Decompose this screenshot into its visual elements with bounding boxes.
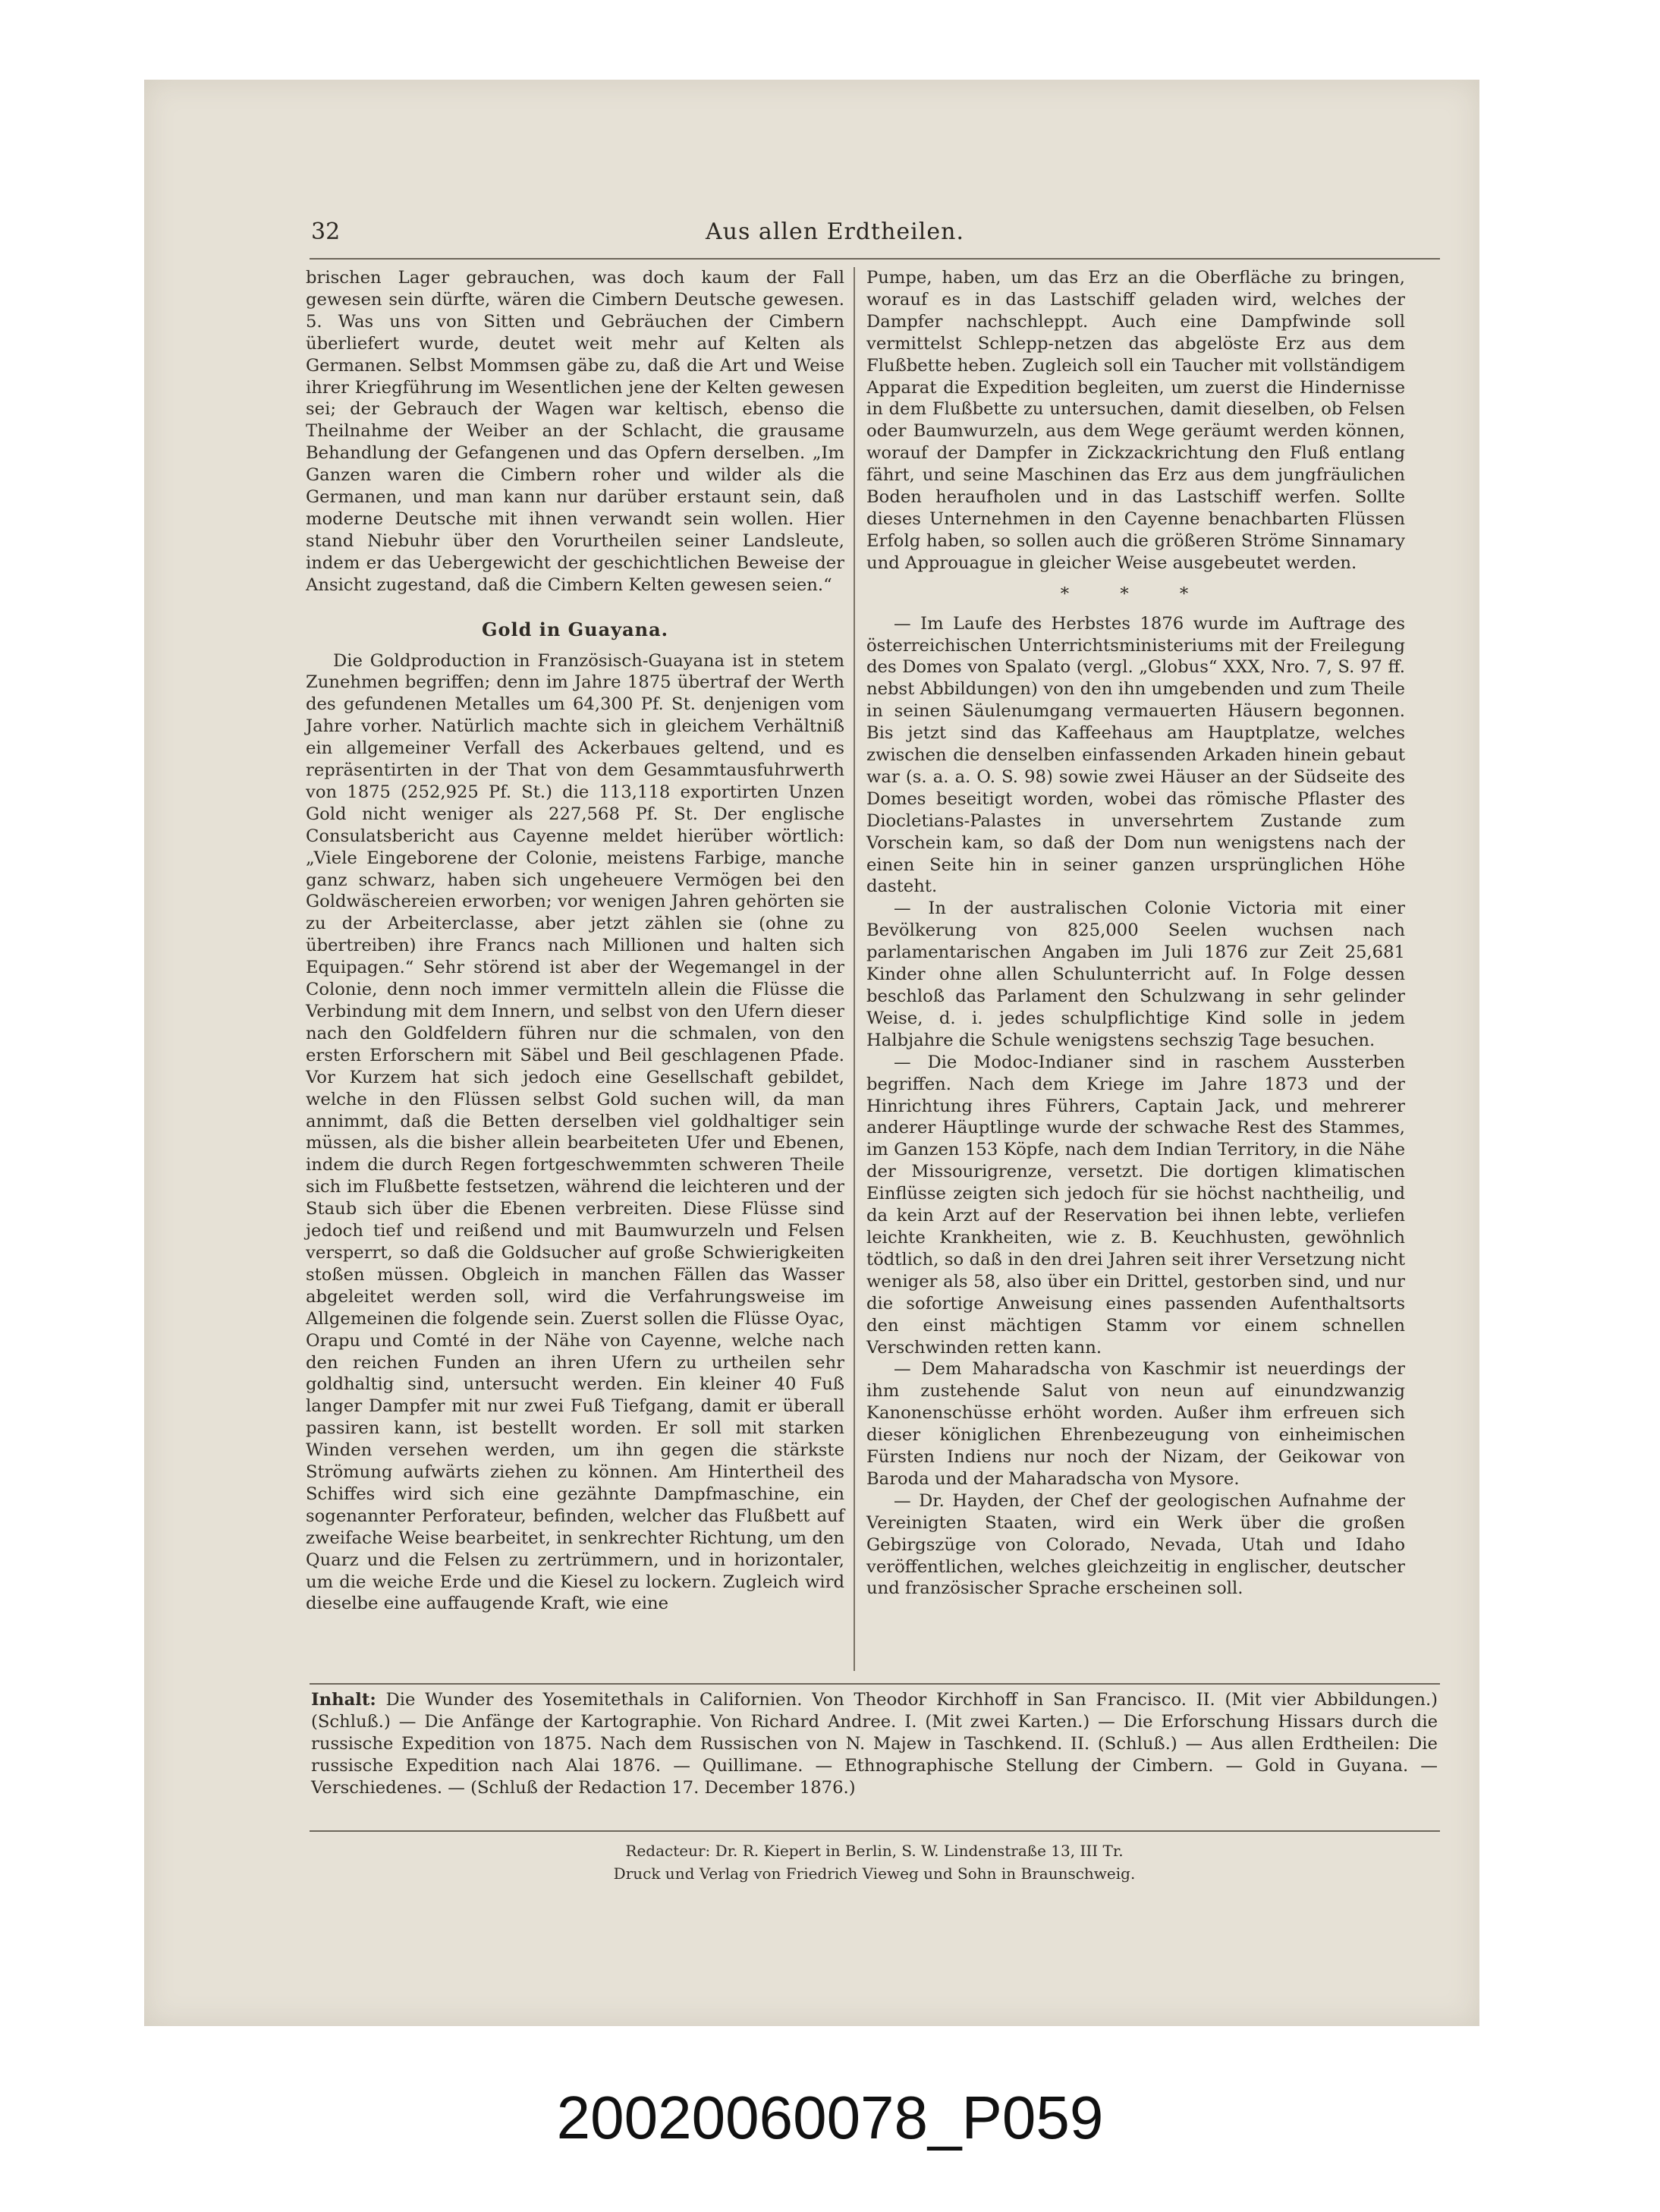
contents-text: Die Wunder des Yosemitethals in Californien. Von Theodor Kirchhoff in San Francisco. II. (Mit vier Abbildungen.) (Schluß.) — Die Anfänge der Kartographie. Von Richard Andree. I. (Mit zwei Karten.) — Die Erforschung Hissars durch die russische Expedition von 1875. Nach dem Russischen von N. Majew in Taschkend. II. (Schluß.) — Aus allen Erdtheilen: Die russische Expedition nach Alai 1876. — Quillimane. — Ethnographische Stellung der Cimbern. — Gold in Guyana. — Verschiedenes. — (Schluß der Redaction 17. December 1876.) xyxy=(311,1690,1438,1798)
news-item-hayden: — Dr. Hayden, der Chef der geologischen Aufnahme der Vereinigten Staaten, wird ein Werk über die großen Gebirgszüge von Colorado, Nevada, Utah und Idaho veröffentlichen, welches gleichzeitig in englischer, deutscher und französischer Sprache erscheinen soll. xyxy=(866,1490,1405,1599)
table-of-contents xyxy=(311,1689,1438,1799)
left-column xyxy=(306,267,844,1615)
gold-article-continuation: Pumpe, haben, um das Erz an die Oberfläche zu bringen, worauf es in das Lastschiff geladen wird, welches der Dampfer nachschleppt. Auch eine Dampfwinde soll vermittelst Schlepp-netzen das abgelöste Erz aus dem Flußbette heben. Zugleich soll ein Taucher mit vollständigem Apparat die Expedition begleiten, um zuerst die Hindernisse in dem Flußbette zu untersuchen, damit dieselben, ob Felsen oder Baumwurzeln, aus dem Wege geräumt werden können, worauf der Dampfer in Zickzackrichtung den Fluß entlang fährt, und seine Maschinen das Erz aus dem jungfräulichen Boden heraufholen und in das Lastschiff werfen. Sollte dieses Unternehmen in den Cayenne benachbarten Flüssen Erfolg haben, so sollen auch die größeren Ströme Sinnamary und Approuague in gleicher Weise ausgebeutet werden. xyxy=(866,268,1405,573)
imprint xyxy=(311,1839,1438,1885)
contents-rule xyxy=(310,1683,1440,1685)
imprint-publisher: Druck und Verlag von Friedrich Vieweg und Sohn in Braunschweig. xyxy=(613,1864,1136,1883)
footer-rule xyxy=(310,1830,1440,1832)
page-header xyxy=(311,219,1445,249)
header-rule xyxy=(310,258,1440,260)
contents-label: Inhalt: xyxy=(311,1690,376,1710)
cimbern-continuation-paragraph: brischen Lager gebrauchen, was doch kaum der Fall gewesen sein dürfte, wären die Cimbern Deutsche gewesen. 5. Was uns von Sitten und Gebräuchen der Cimbern überliefert wurde, deutet weit mehr auf Kelten als Germanen. Selbst Mommsen gäbe zu, daß die Art und Weise ihrer Kriegführung im Wesentlichen jene der Kelten gewesen sei; der Gebrauch der Wagen war keltisch, ebenso die Theilnahme der Weiber an der Schlacht, die grausame Behandlung der Gefangenen und das Opfern derselben. „Im Ganzen waren die Cimbern roher und wilder als die Germanen, und man kann nur darüber erstaunt sein, daß moderne Deutsche mit ihnen verwandt sein wollen. Hier stand Niebuhr über den Vorurtheilen seiner Landsleute, indem er das Uebergewicht der geschichtlichen Beweise der Ansicht zugestand, daß die Cimbern Kelten gewesen seien.“ xyxy=(306,268,844,595)
imprint-editor: Redacteur: Dr. R. Kiepert in Berlin, S. W. Lindenstraße 13, III Tr. xyxy=(625,1842,1124,1860)
news-item-spalato: — Im Laufe des Herbstes 1876 wurde im Auftrage des österreichischen Unterrichtsministeriums mit der Freilegung des Domes von Spalato (vergl. „Globus“ XXX, Nro. 7, S. 97 ff. nebst Abbildungen) von den ihn umgebenden und zum Theile in seinen Säulenumgang vermauerten Häusern begonnen. Bis jetzt sind das Kaffeehaus am Hauptplatze, welches zwischen die denselben einfassenden Arkaden hinein gebaut war (s. a. a. O. S. 98) sowie zwei Häuser an der Südseite des Domes beseitigt worden, wobei das römische Pflaster des Diocletians-Palastes in unversehrtem Zustande zum Vorschein kam, so daß der Dom nun wenigstens nach der einen Seite hin in seiner ganzen ursprünglichen Höhe dasteht. xyxy=(866,613,1405,897)
page-number: 32 xyxy=(311,219,341,245)
right-column xyxy=(866,267,1405,1600)
asterism-divider: * * * xyxy=(1060,584,1212,604)
news-item-kaschmir: — Dem Maharadscha von Kaschmir ist neuerdings der ihm zustehende Salut von neun auf einundzwanzig Kanonenschüsse erhöht worden. Außer ihm erfreuen sich dieser königlichen Ehrenbezeugung von einheimischen Fürsten Indiens nur noch der Nizam, der Geikowar von Baroda und der Maharadscha von Mysore. xyxy=(866,1359,1405,1489)
running-head: Aus allen Erdtheilen. xyxy=(706,219,964,245)
news-item-modoc: — Die Modoc-Indianer sind in raschem Aussterben begriffen. Nach dem Kriege im Jahre 1873 und der Hinrichtung ihres Führers, Captain Jack, und mehrerer anderer Häuptlinge wurde der schwache Rest des Stammes, im Ganzen 153 Köpfe, nach dem Indian Territory, in die Nähe der Missourigrenze, versetzt. Die dortigen klimatischen Einflüsse zeigten sich jedoch für sie höchst nachtheilig, und da kein Arzt auf der Reservation bei ihnen lebte, verliefen leichte Krankheiten, wie z. B. Keuchhusten, gewöhnlich tödtlich, so daß in den drei Jahren seit ihrer Versetzung nicht weniger als 58, also über ein Drittel, gestorben sind, und nur die sofortige Anweisung eines passenden Aufenthaltsorts den einst mächtigen Stamm vor einem schnellen Verschwinden retten kann. xyxy=(866,1052,1405,1358)
gold-article-paragraph: Die Goldproduction in Französisch-Guayana ist in stetem Zunehmen begriffen; denn im Jahre 1875 übertraf der Werth des gefundenen Metalles um 64,300 Pf. St. denjenigen vom Jahre vorher. Natürlich machte sich in gleichem Verhältniß ein allgemeiner Verfall des Ackerbaues geltend, und es repräsentirten in der That von dem Gesammtausfuhrwerth von 1875 (252,925 Pf. St.) die 113,118 exportirten Unzen Gold nicht weniger als 227,568 Pf. St. Der englische Consulatsbericht aus Cayenne meldet hierüber wörtlich: „Viele Eingeborene der Colonie, meistens Farbige, manche ganz schwarz, haben sich ungeheuere Vermögen bei den Goldwäschereien erworben; vor wenigen Jahren gehörten sie zu der Arbeiterclasse, aber jetzt zählen sie (ohne zu übertreiben) ihre Francs nach Millionen und halten sich Equipagen.“ Sehr störend ist aber der Wegemangel in der Colonie, denn noch immer vermitteln allein die Flüsse die Verbindung mit dem Innern, und selbst von den Ufern dieser nach den Goldfeldern führen nur die schmalen, von den ersten Erforschern mit Säbel und Beil geschlagenen Pfade. Vor Kurzem hat sich jedoch eine Gesellschaft gebildet, welche in den Flüssen selbst Gold suchen will, da man annimmt, daß die Betten derselben viel goldhaltiger sein müssen, als die bisher allein bearbeiteten Ufer und Ebenen, indem die durch Regen fortgeschwemmten schweren Theile sich im Flußbette festsetzen, während die leichteren und der Staub sich über die Ebenen verbreiten. Diese Flüsse sind jedoch tief und reißend und mit Baumwurzeln und Felsen versperrt, so daß die Goldsucher auf große Schwierigkeiten stoßen müssen. Obgleich in manchen Fällen das Wasser abgeleitet werden soll, wird die Verfahrungsweise im Allgemeinen die folgende sein. Zuerst sollen die Flüsse Oyac, Orapu und Comté in der Nähe von Cayenne, welche nach den reichen Funden an ihren Ufern zu urtheilen sehr goldhaltig sind, untersucht werden. Ein kleiner 40 Fuß langer Dampfer mit nur zwei Fuß Tiefgang, damit er überall passiren kann, ist bestellt worden. Er soll mit starken Winden versehen werden, um ihn gegen die stärkste Strömung aufwärts ziehen zu können. Am Hintertheil des Schiffes wird sich eine gezähnte Dampfmaschine, ein sogenannter Perforateur, befinden, welcher das Flußbett auf zweifache Weise bearbeitet, in senkrechter Richtung, um den Quarz und die Felsen zu zertrümmern, und in horizontaler, um die weiche Erde und die Kiesel zu lockern. Zugleich wird dieselbe eine auffaugende Kraft, wie eine xyxy=(306,650,844,1614)
archive-id-caption: 20020060078_P059 xyxy=(556,2084,1104,2151)
news-item-victoria: — In der australischen Colonie Victoria mit einer Bevölkerung von 825,000 Seelen wuchsen nach parlamentarischen Angaben im Juli 1876 zur Zeit 25,681 Kinder ohne allen Schulunterricht auf. In Folge dessen beschloß das Parlament den Schulzwang in sehr gelinder Weise, d. i. jedes schulpflichtige Kind solle in jedem Halbjahre die Schule wenigstens sechszig Tage besuchen. xyxy=(866,898,1405,1050)
section-title-gold-in-guayana: Gold in Guayana. xyxy=(481,618,669,640)
column-divider xyxy=(854,267,855,1671)
